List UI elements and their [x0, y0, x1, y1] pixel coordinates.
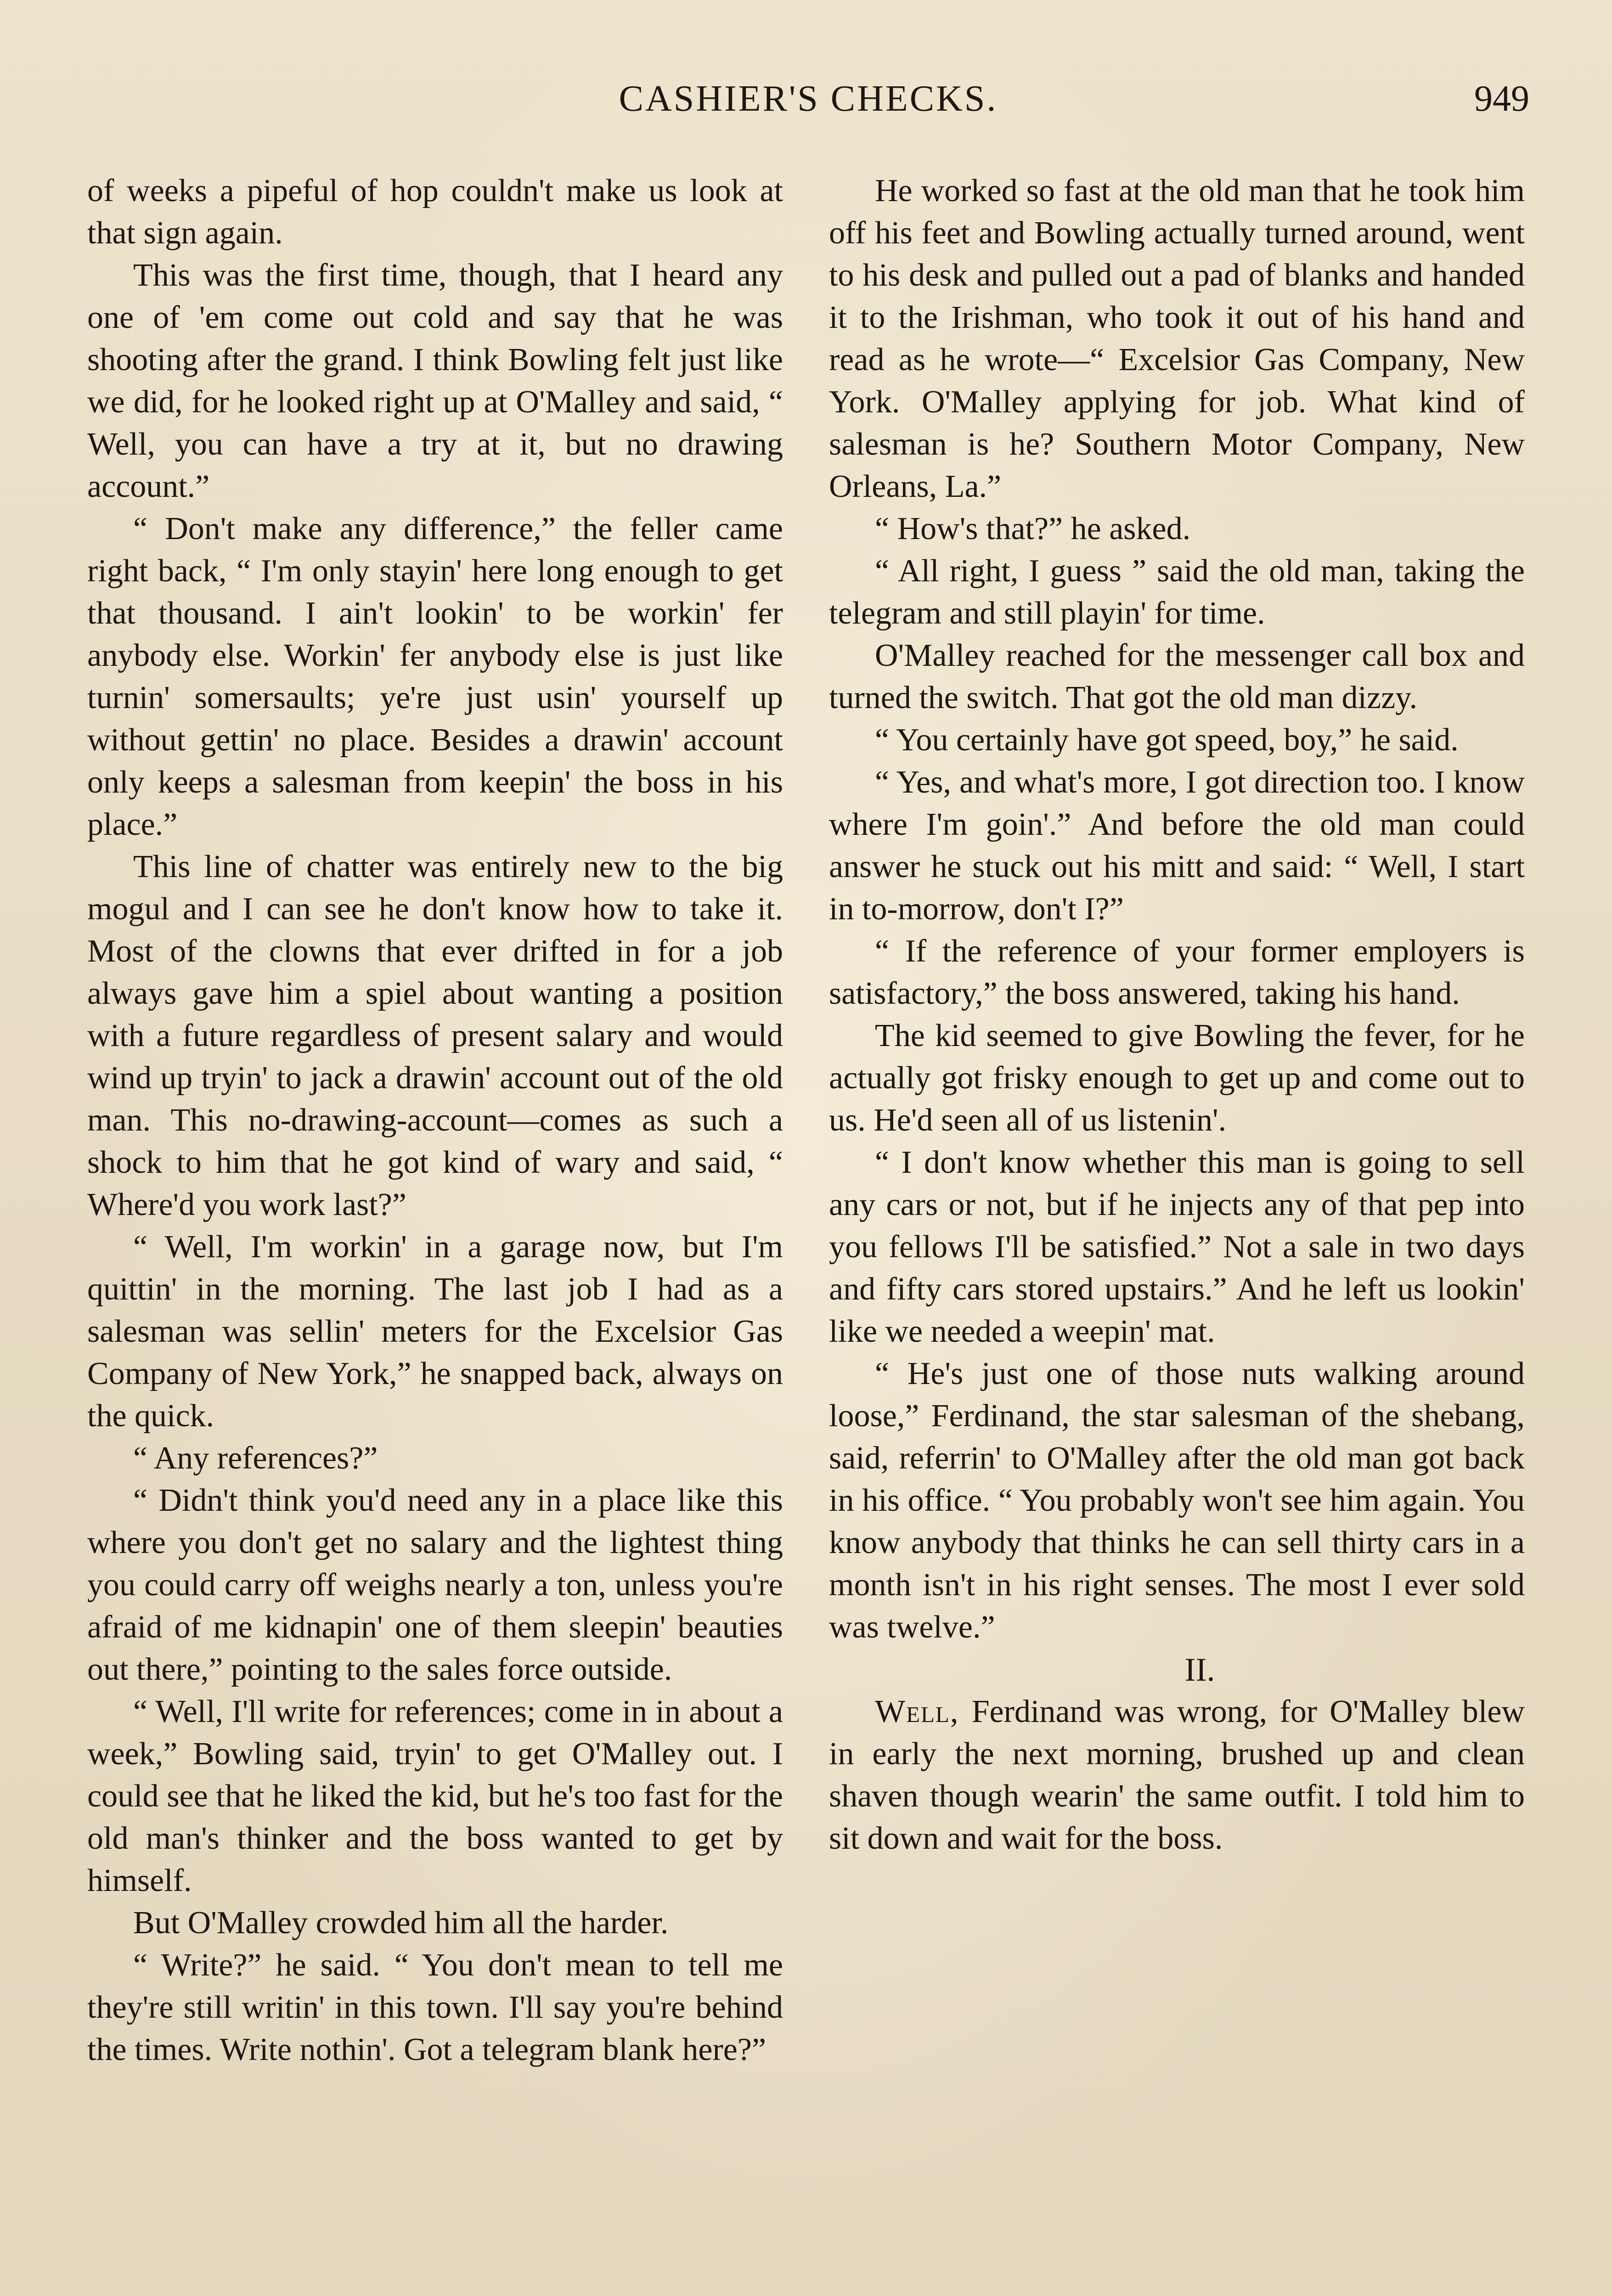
paragraph: “ All right, I guess ” said the old man, taking the telegram and still playin' for time. — [829, 553, 1525, 631]
section-heading: II. — [1184, 1651, 1215, 1688]
left-column — [87, 170, 783, 2071]
right-column — [829, 170, 1525, 1860]
paragraph: “ You certainly have got speed, boy,” he said. — [875, 722, 1459, 758]
paragraph: “ I don't know whether this man is going to sell any cars or not, but if he injects any of that pep into you fellows I'll be satisfied.” Not a sale in two days and fifty cars stored upstairs.” And he left us lookin' like we needed a weepin' mat. — [829, 1145, 1525, 1349]
paragraph: “ How's that?” he asked. — [875, 511, 1191, 546]
paragraph: The kid seemed to give Bowling the fever, for he actually got frisky enough to get up and come out to us. He'd seen all of us listenin'. — [829, 1018, 1525, 1138]
paragraph: “ Well, I'll write for references; come in in about a week,” Bowling said, tryin' to get O'Malley out. I could see that he liked the kid, but he's too fast for the old man's thinker and the boss wanted to get by himself. — [87, 1694, 783, 1898]
paragraph: “ Write?” he said. “ You don't mean to tell me they're still writin' in this town. I'll say you're behind the times. Write nothin'. Got a telegram blank here?” — [87, 1947, 783, 2067]
paragraph: This was the first time, though, that I heard any one of 'em come out cold and say that he was shooting after the grand. I think Bowling felt just like we did, for he looked right up at O'Malley and said, “ Well, you can have a try at it, but no drawing account.” — [87, 258, 783, 504]
paragraph: But O'Malley crowded him all the harder. — [133, 1905, 669, 1941]
drop-word: Well, — [875, 1694, 959, 1729]
paragraph: “ If the reference of your former employers is satisfactory,” the boss answered, taking his hand. — [829, 934, 1525, 1011]
paragraph: He worked so fast at the old man that he took him off his feet and Bowling actually turned around, went to his desk and pulled out a pad of blanks and handed it to the Irishman, who took it out of his hand and read as he wrote—“ Excelsior Gas Company, New York. O'Malley applying for job. What kind of salesman is he? Southern Motor Company, New Orleans, La.” — [829, 173, 1525, 504]
paragraph: of weeks a pipeful of hop couldn't make us look at that sign again. — [87, 173, 783, 251]
section-first-paragraph — [829, 1691, 1525, 1860]
paragraph: “ Well, I'm workin' in a garage now, but I'm quittin' in the morning. The last job I had as a salesman was sellin' meters for the Excelsior Gas Company of New York,” he snapped back, always on the quick. — [87, 1229, 783, 1434]
paragraph: O'Malley reached for the messenger call box and turned the switch. That got the old man dizzy. — [829, 638, 1525, 715]
paragraph: “ Yes, and what's more, I got direction too. I know where I'm goin'.” And before the old man could answer he stuck out his mitt and said: “ Well, I start in to-morrow, don't I?” — [829, 765, 1525, 927]
paragraph: “ Any references?” — [133, 1441, 378, 1476]
page-header — [87, 78, 1529, 133]
paragraph: This line of chatter was entirely new to the big mogul and I can see he don't know how to take it. Most of the clowns that ever drifted in for a job always gave him a spiel about wanting a position with a future regardless of present salary and would wind up tryin' to jack a drawin' account out of the old man. This no-drawing-account—comes as such a shock to him that he got kind of wary and said, “ Where'd you work last?” — [87, 849, 783, 1222]
paragraph-text: Ferdinand was wrong, for O'Malley blew in early the next morning, brushed up and clean shaven though wearin' the same outfit. I told him to sit down and wait for the boss. — [829, 1694, 1525, 1856]
paragraph: “ Don't make any difference,” the feller came right back, “ I'm only stayin' here long enough to get that thousand. I ain't lookin' to be workin' fer anybody else. Workin' fer anybody else is just like turnin' somersaults; ye're just usin' yourself up without gettin' no place. Besides a drawin' account only keeps a salesman from keepin' the boss in his place.” — [87, 511, 783, 842]
paragraph: “ He's just one of those nuts walking around loose,” Ferdinand, the star salesman of the shebang, said, referrin' to O'Malley after the old man got back in his office. “ You probably won't see him again. You know anybody that thinks he can sell thirty cars in a month isn't in his right senses. The most I ever sold was twelve.” — [829, 1356, 1525, 1645]
paragraph: “ Didn't think you'd need any in a place like this where you don't get no salary and the lightest thing you could carry off weighs nearly a ton, unless you're afraid of me kidnapin' one of them sleepin' beauties out there,” pointing to the sales force outside. — [87, 1483, 783, 1687]
page-number: 949 — [1474, 79, 1529, 119]
running-title: CASHIER'S CHECKS. — [619, 79, 998, 119]
